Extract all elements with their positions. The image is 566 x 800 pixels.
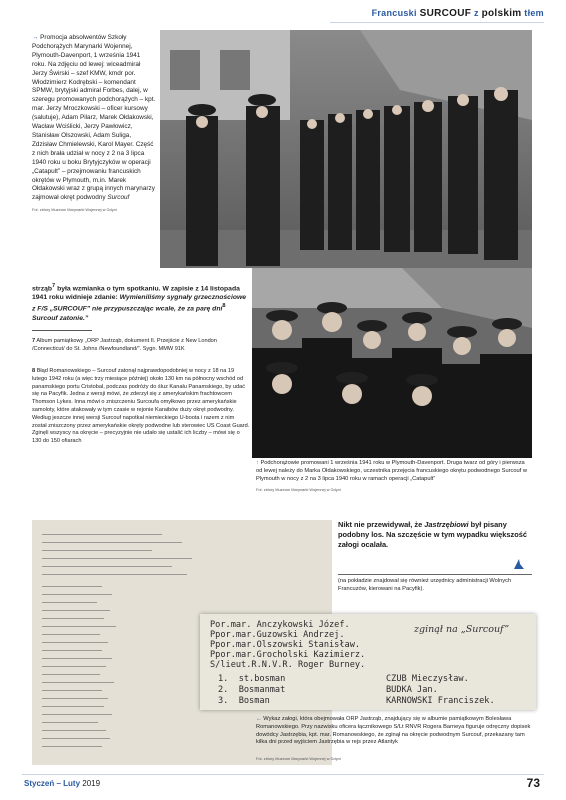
crew-list-caption-text: Wykaz załogi, która obejmowała ORP Jastrząb, znajdujący się w albumie pamiątkowym Bolesława Romanowskiego. Przy nazwisku oficera łącznikowego S/Lt RNVR Rogera Barneya figuruje odręczny dopisek dowódcy Jastrzębia, kpt. mar. Romanowskiego, że zginął na okręcie podwodnym Surcouf, przekazany tam kilka dni przed wyjściem Jastrzębia w rejs przez Atlantyk	[256, 716, 531, 746]
doc-row3-rank: 3. Bosman	[218, 696, 270, 706]
page-number: 73	[526, 776, 540, 790]
header-part5: tłem	[524, 8, 544, 18]
pull-quote-part1: Nikt nie przewidywał, że	[338, 520, 425, 529]
photo-promotion-ceremony-image	[160, 30, 532, 268]
header-part1: Francuski	[371, 8, 417, 18]
crew-list-caption	[256, 716, 532, 747]
footer-rule	[22, 774, 544, 775]
running-header	[372, 8, 544, 19]
doc-row1-rank: 1. st.bosman	[218, 674, 286, 684]
footnote-7	[32, 338, 250, 354]
paragraph-note: (na pokładzie znajdował się również urzędnicy administracji Wolnych Francuzów, kierowani na Pacyfik).	[338, 578, 512, 592]
pull-quote-rule	[338, 574, 532, 575]
lead-part2: była wzmianka o tym spotkaniu. W zapisie z 14 listopada 1941 roku widnieje zdanie:	[32, 285, 240, 302]
photo-promotion-caption-em: Surcouf	[107, 194, 130, 202]
doc-row2-rank: 2. Bosmanmat	[218, 685, 286, 695]
arrow-right-icon: →	[32, 34, 41, 41]
pull-quote	[338, 520, 528, 550]
doc-line-3: Ppor.mar.Olszowski Stanisław.	[210, 640, 361, 650]
footnote-7-text: Album pamiątkowy „ORP Jastrząb, dokument II. Przejście z New London /Connecticut/ do St. Johns /Newfoundland/”. Sygn. MMW 91K	[32, 338, 217, 352]
magazine-logo-icon	[512, 558, 526, 570]
footer-issue	[24, 779, 100, 788]
doc-line-2: Ppor.mar.Guzowski Andrzej.	[210, 630, 345, 640]
crew-list-credit: Fot. zbiory Muzeum Marynarki Wojennej w Gdyni	[256, 756, 341, 761]
doc-row3-name: KARNOWSKI Franciszek.	[386, 696, 495, 706]
footnote-8-number: 8	[32, 368, 36, 374]
doc-row1-name: CZUB Mieczysław.	[386, 674, 469, 684]
lead-paragraph	[32, 282, 250, 323]
pull-quote-em: Jastrzębiowi	[424, 520, 469, 529]
photo-cadets-caption	[256, 460, 532, 494]
doc-row2-name: BUDKA Jan.	[386, 685, 438, 695]
header-part3: z	[473, 8, 479, 18]
photo-promotion-caption-text: Promocja absolwentów Szkoły Podchorążych Marynarki Wojennej, Plymouth-Davenport, 1 września 1941 roku. Na zdjęciu od lewej: wiceadmirał Jerzy Świrski – szef KMW, kmdr por. Włodzimierz Kodrębski – komendant SPMW, brytyjski admirał Forbes, dalej, w szeregu promowanych podchorążych – kpt. mar. Jerzy Mroczkowski – oficer kursowy (salutuje), Adam Pilarz, Marek Ołdakowski, Wacław Wciślicki, Jerzy Pawłowicz, Stanisław Olszowski, Adam Suliga, Zdzisław Chmielewski, Karol Mayer. Część z nich brała udział w nocy z 2 na 3 lipca 1940 roku u boku Brytyjczyków w operacji „Catapult” – przejmowaniu francuskich okrętów w Plymouth, m.in. Marek Ołdakowski wraz z grupą innych marynarzy zajmował okręt podwodny	[32, 34, 156, 202]
photo-promotion-credit: Fot. zbiory Muzeum Marynarki Wojennej w Gdyni	[32, 207, 117, 213]
header-part4: polskim	[481, 8, 522, 19]
lead-sup1: 7	[52, 283, 56, 289]
doc-line-5: S/lieut.R.N.V.R. Roger Burney.	[210, 660, 366, 670]
doc-line-4: Ppor.mar.Grocholski Kazimierz.	[210, 650, 366, 660]
header-rule	[330, 22, 544, 23]
lead-quote-end: Surcouf zatonie.”	[32, 314, 89, 322]
handwritten-note: zginął na „Surcouf”	[414, 624, 510, 635]
lead-part1: strząb	[32, 285, 53, 293]
footer-issue-text: Styczeń – Luty	[24, 779, 81, 788]
photo-promotion-caption	[32, 34, 156, 215]
photo-cadets-caption-text: Podchorążowie promowani 1 września 1941 roku w Plymouth-Davenport. Druga twarz od góry i pierwsza od lewej należy do Marka Ołdakowskiego, uczestnika przejęcia francuskiego okrętu podwodnego Surcouf w Plymouth w nocy z 2 na 3 lipca 1940 roku w ramach operacji „Catapult”	[256, 460, 527, 482]
photo-cadets-credit: Fot. zbiory Muzeum Marynarki Wojennej w Gdyni	[256, 487, 341, 493]
lead-quote: Wymieniliśmy sygnały grzecznościowe z F/S „SURCOUF” nie przypuszczając wcale, że za parę dni	[32, 294, 247, 313]
lead-sup2: 8	[222, 303, 226, 310]
arrow-left-icon: ←	[256, 716, 264, 722]
footnote-8	[32, 368, 250, 446]
crew-list-zoom	[200, 614, 536, 710]
footer-year: 2019	[82, 779, 101, 788]
pull-quote-part2: był pisany podobny los. Na szczęście w tym wypadku większość załogi ocalała.	[338, 520, 527, 549]
arrow-up-icon: ↑	[256, 460, 261, 466]
footnote-rule	[32, 330, 92, 331]
photo-cadets	[252, 268, 532, 458]
footnote-8-text: Błąd Romanowskiego – Surcouf zatonął najprawdopodobniej w nocy z 18 na 19 lutego 1942 roku (a więc trzy miesiące później) około 130 km na północny wschód od panamskiego portu Cristobal, podczas podróży do śluz Kanału Panamskiego, by udać się na Pacyfik. Jedna z wersji mówi, że zderzył się z amerykańskim frachtowcem Thomson Lykes. Inna mówi o zniszczeniu Surcoufa omyłkowo przez amerykańskie samoloty, które atakowały w tym czasie w rejonie Karaibów duży okręt podwodny. Według jeszcze innej wersji Surcouf napotkał niemieckiego U-boota i razem z nim został zniszczony przez amerykańskie okręty podwodne lub sterowiec US Coast Guard. Zginęli wszyscy na okręcie – precyzyjnie nie udało się ustalić ich liczby – mówi się o 130 do 150 ofiarach	[32, 368, 250, 445]
header-part2: SURCOUF	[419, 8, 472, 19]
photo-cadets-image	[252, 268, 532, 458]
footnote-7-number: 7	[32, 338, 36, 344]
doc-line-1: Por.mar. Anczykowski Józef.	[210, 620, 350, 630]
photo-promotion-ceremony	[160, 30, 532, 268]
